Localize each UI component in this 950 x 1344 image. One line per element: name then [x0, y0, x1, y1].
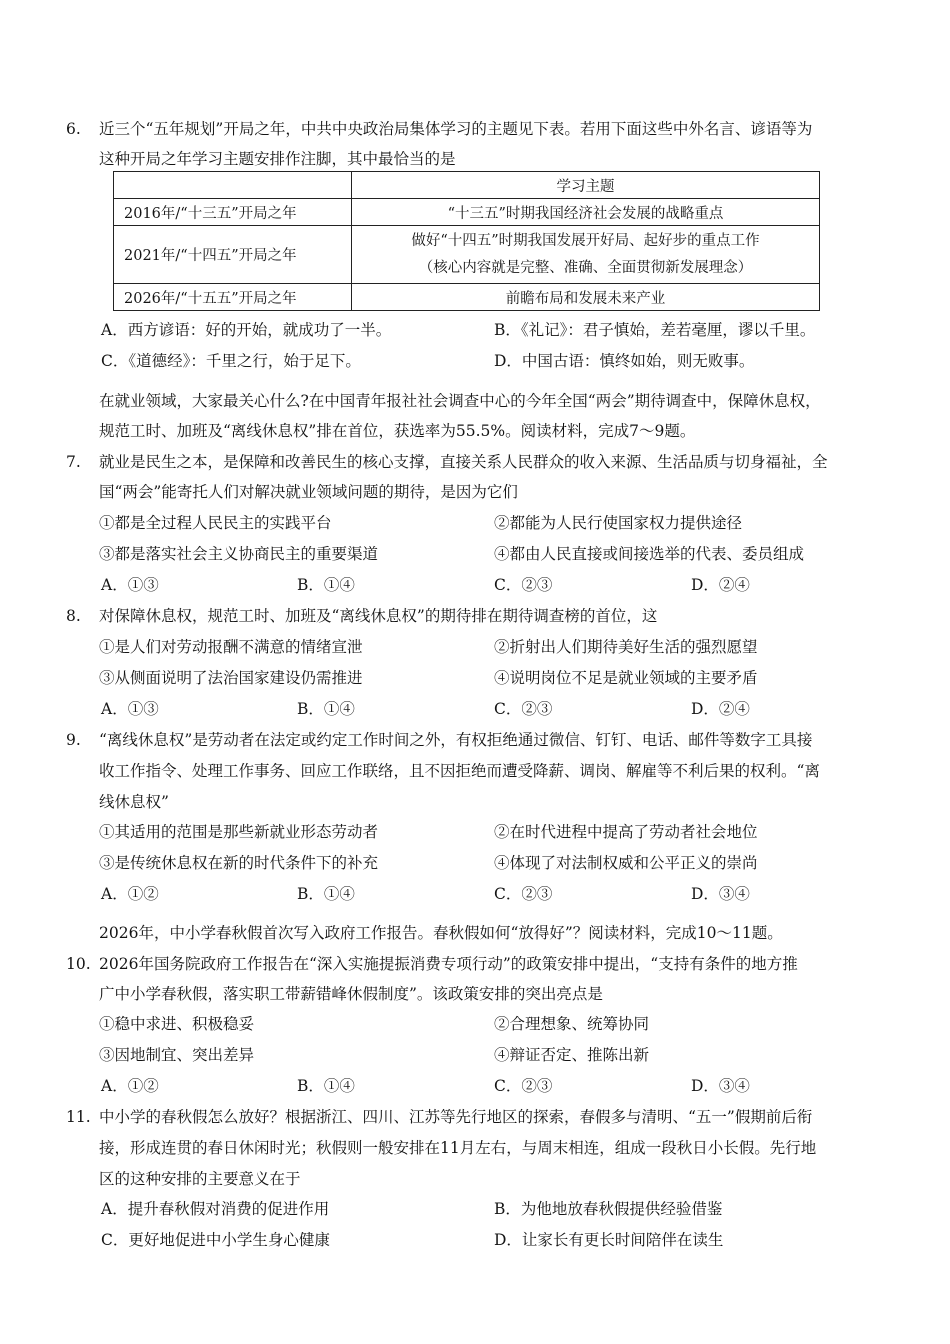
- q11-option-a: A．提升春秋假对消费的促进作用: [101, 1200, 330, 1218]
- q7-option-b: B．①④: [297, 576, 355, 594]
- q8-number: 8.: [66, 607, 81, 625]
- q6-stem-line-2: 这种开局之年学习主题安排作注脚，其中最恰当的是: [99, 150, 456, 168]
- q6-option-c: C．《道德经》：千里之行，始于足下。: [101, 352, 361, 370]
- table-topic-line-2: （核心内容就是完整、准确、全面贯彻新发展理念）: [418, 259, 753, 276]
- intro-7-9-line-2: 规范工时、加班及“离线休息权”排在首位，获选率为55.5%。阅读材料，完成7～9题。: [99, 422, 696, 440]
- table-year-cell: 2016年/“十三五”开局之年: [114, 199, 352, 226]
- q11-stem-line-2: 接，形成连贯的春日休闲时光；秋假则一般安排在11月左右，与周末相连，组成一段秋日小长假。先行地: [99, 1139, 817, 1157]
- q10-item-3: ③因地制宜、突出差异: [99, 1046, 255, 1064]
- q10-option-a: A．①②: [101, 1077, 159, 1095]
- q7-stem-line-2: 国“两会”能寄托人们对解决就业领域问题的期待，是因为它们: [99, 483, 518, 501]
- q8-option-b: B．①④: [297, 700, 355, 718]
- q9-item-2: ②在时代进程中提高了劳动者社会地位: [494, 823, 758, 841]
- q7-item-4: ④都由人民直接或间接选举的代表、委员组成: [494, 545, 805, 563]
- q9-stem-line-1: “离线休息权”是劳动者在法定或约定工作时间之外，有权拒绝通过微信、钉钉、电话、邮件等数字工具接: [99, 731, 813, 749]
- intro-10-11-line-1: 2026年，中小学春秋假首次写入政府工作报告。春秋假如何“放得好”？阅读材料，完成10～11题。: [99, 924, 783, 942]
- q9-option-c: C．②③: [494, 885, 553, 903]
- q9-stem-line-3: 线休息权”: [99, 793, 169, 811]
- q7-item-3: ③都是落实社会主义协商民主的重要渠道: [99, 545, 379, 563]
- q7-item-1: ①都是全过程人民民主的实践平台: [99, 514, 332, 532]
- q8-option-d: D．②④: [691, 700, 750, 718]
- q9-option-a: A．①②: [101, 885, 159, 903]
- q10-item-4: ④辩证否定、推陈出新: [494, 1046, 650, 1064]
- table-topic-cell: 前瞻布局和发展未来产业: [352, 284, 820, 311]
- q8-option-a: A．①③: [101, 700, 159, 718]
- q8-item-2: ②折射出人们期待美好生活的强烈愿望: [494, 638, 758, 656]
- q8-option-c: C．②③: [494, 700, 553, 718]
- q10-stem-line-1: 2026年国务院政府工作报告在“深入实施提振消费专项行动”的政策安排中提出，“支持有条件的地方推: [99, 955, 798, 973]
- q7-stem-line-1: 就业是民生之本，是保障和改善民生的核心支撑，直接关系人民群众的收入来源、生活品质与切身福祉，全: [99, 453, 828, 471]
- q6-topic-table: [113, 171, 820, 311]
- q7-option-c: C．②③: [494, 576, 553, 594]
- q6-option-d: D．中国古语：慎终如始，则无败事。: [494, 352, 755, 370]
- q8-stem-line-1: 对保障休息权，规范工时、加班及“离线休息权”的期待排在期待调查榜的首位，这: [99, 607, 658, 625]
- q8-item-1: ①是人们对劳动报酬不满意的情绪宣泄: [99, 638, 363, 656]
- table-header-row: [114, 172, 820, 199]
- q6-number: 6.: [66, 120, 81, 138]
- q10-stem-line-2: 广中小学春秋假，落实职工带薪错峰休假制度”。该政策安排的突出亮点是: [99, 985, 603, 1003]
- q11-stem-line-1: 中小学的春秋假怎么放好？根据浙江、四川、江苏等先行地区的探索，春假多与清明、“五一”假期前后衔: [99, 1108, 813, 1126]
- q9-option-d: D．③④: [691, 885, 750, 903]
- q11-stem-line-3: 区的这种安排的主要意义在于: [99, 1170, 301, 1188]
- q9-item-3: ③是传统休息权在新的时代条件下的补充: [99, 854, 379, 872]
- q10-number: 10.: [66, 955, 91, 973]
- q8-item-4: ④说明岗位不足是就业领域的主要矛盾: [494, 669, 758, 687]
- q11-option-b: B．为他地放春秋假提供经验借鉴: [494, 1200, 723, 1218]
- q10-option-b: B．①④: [297, 1077, 355, 1095]
- table-row: [114, 284, 820, 311]
- table-topic-cell: [352, 226, 820, 284]
- table-year-cell: 2026年/“十五五”开局之年: [114, 284, 352, 311]
- table-topic-cell: “十三五”时期我国经济社会发展的战略重点: [352, 199, 820, 226]
- q6-option-a: A．西方谚语：好的开始，就成功了一半。: [101, 321, 392, 339]
- table-header-cell: 学习主题: [352, 172, 820, 199]
- q10-option-d: D．③④: [691, 1077, 750, 1095]
- table-row: [114, 199, 820, 226]
- table-row: [114, 226, 820, 284]
- table-topic-line-1: 做好“十四五”时期我国发展开好局、起好步的重点工作: [411, 232, 760, 249]
- q9-stem-line-2: 收工作指令、处理工作事务、回应工作联络，且不因拒绝而遭受降薪、调岗、解雇等不利后果的权利。“离: [99, 762, 820, 780]
- table-header-empty-cell: [114, 172, 352, 199]
- q6-stem-line-1: 近三个“五年规划”开局之年，中共中央政治局集体学习的主题见下表。若用下面这些中外名言、谚语等为: [99, 120, 813, 138]
- q8-item-3: ③从侧面说明了法治国家建设仍需推进: [99, 669, 363, 687]
- q11-option-d: D．让家长有更长时间陪伴在读生: [494, 1231, 724, 1249]
- q9-number: 9.: [66, 731, 81, 749]
- q11-number: 11.: [66, 1108, 91, 1126]
- q7-number: 7.: [66, 453, 81, 471]
- intro-7-9-line-1: 在就业领域，大家最关心什么?在中国青年报社社会调查中心的今年全国“两会”期待调查中，保障休息权，: [99, 392, 821, 410]
- q6-option-b: B．《礼记》：君子慎始，差若毫厘，谬以千里。: [494, 321, 816, 339]
- table-year-cell: 2021年/“十四五”开局之年: [114, 226, 352, 284]
- q10-option-c: C．②③: [494, 1077, 553, 1095]
- q11-option-c: C．更好地促进中小学生身心健康: [101, 1231, 330, 1249]
- q7-option-a: A．①③: [101, 576, 159, 594]
- q7-option-d: D．②④: [691, 576, 750, 594]
- q10-item-2: ②合理想象、统筹协同: [494, 1015, 650, 1033]
- q9-option-b: B．①④: [297, 885, 355, 903]
- q10-item-1: ①稳中求进、积极稳妥: [99, 1015, 255, 1033]
- q7-item-2: ②都能为人民行使国家权力提供途径: [494, 514, 743, 532]
- q9-item-1: ①其适用的范围是那些新就业形态劳动者: [99, 823, 379, 841]
- q9-item-4: ④体现了对法制权威和公平正义的崇尚: [494, 854, 758, 872]
